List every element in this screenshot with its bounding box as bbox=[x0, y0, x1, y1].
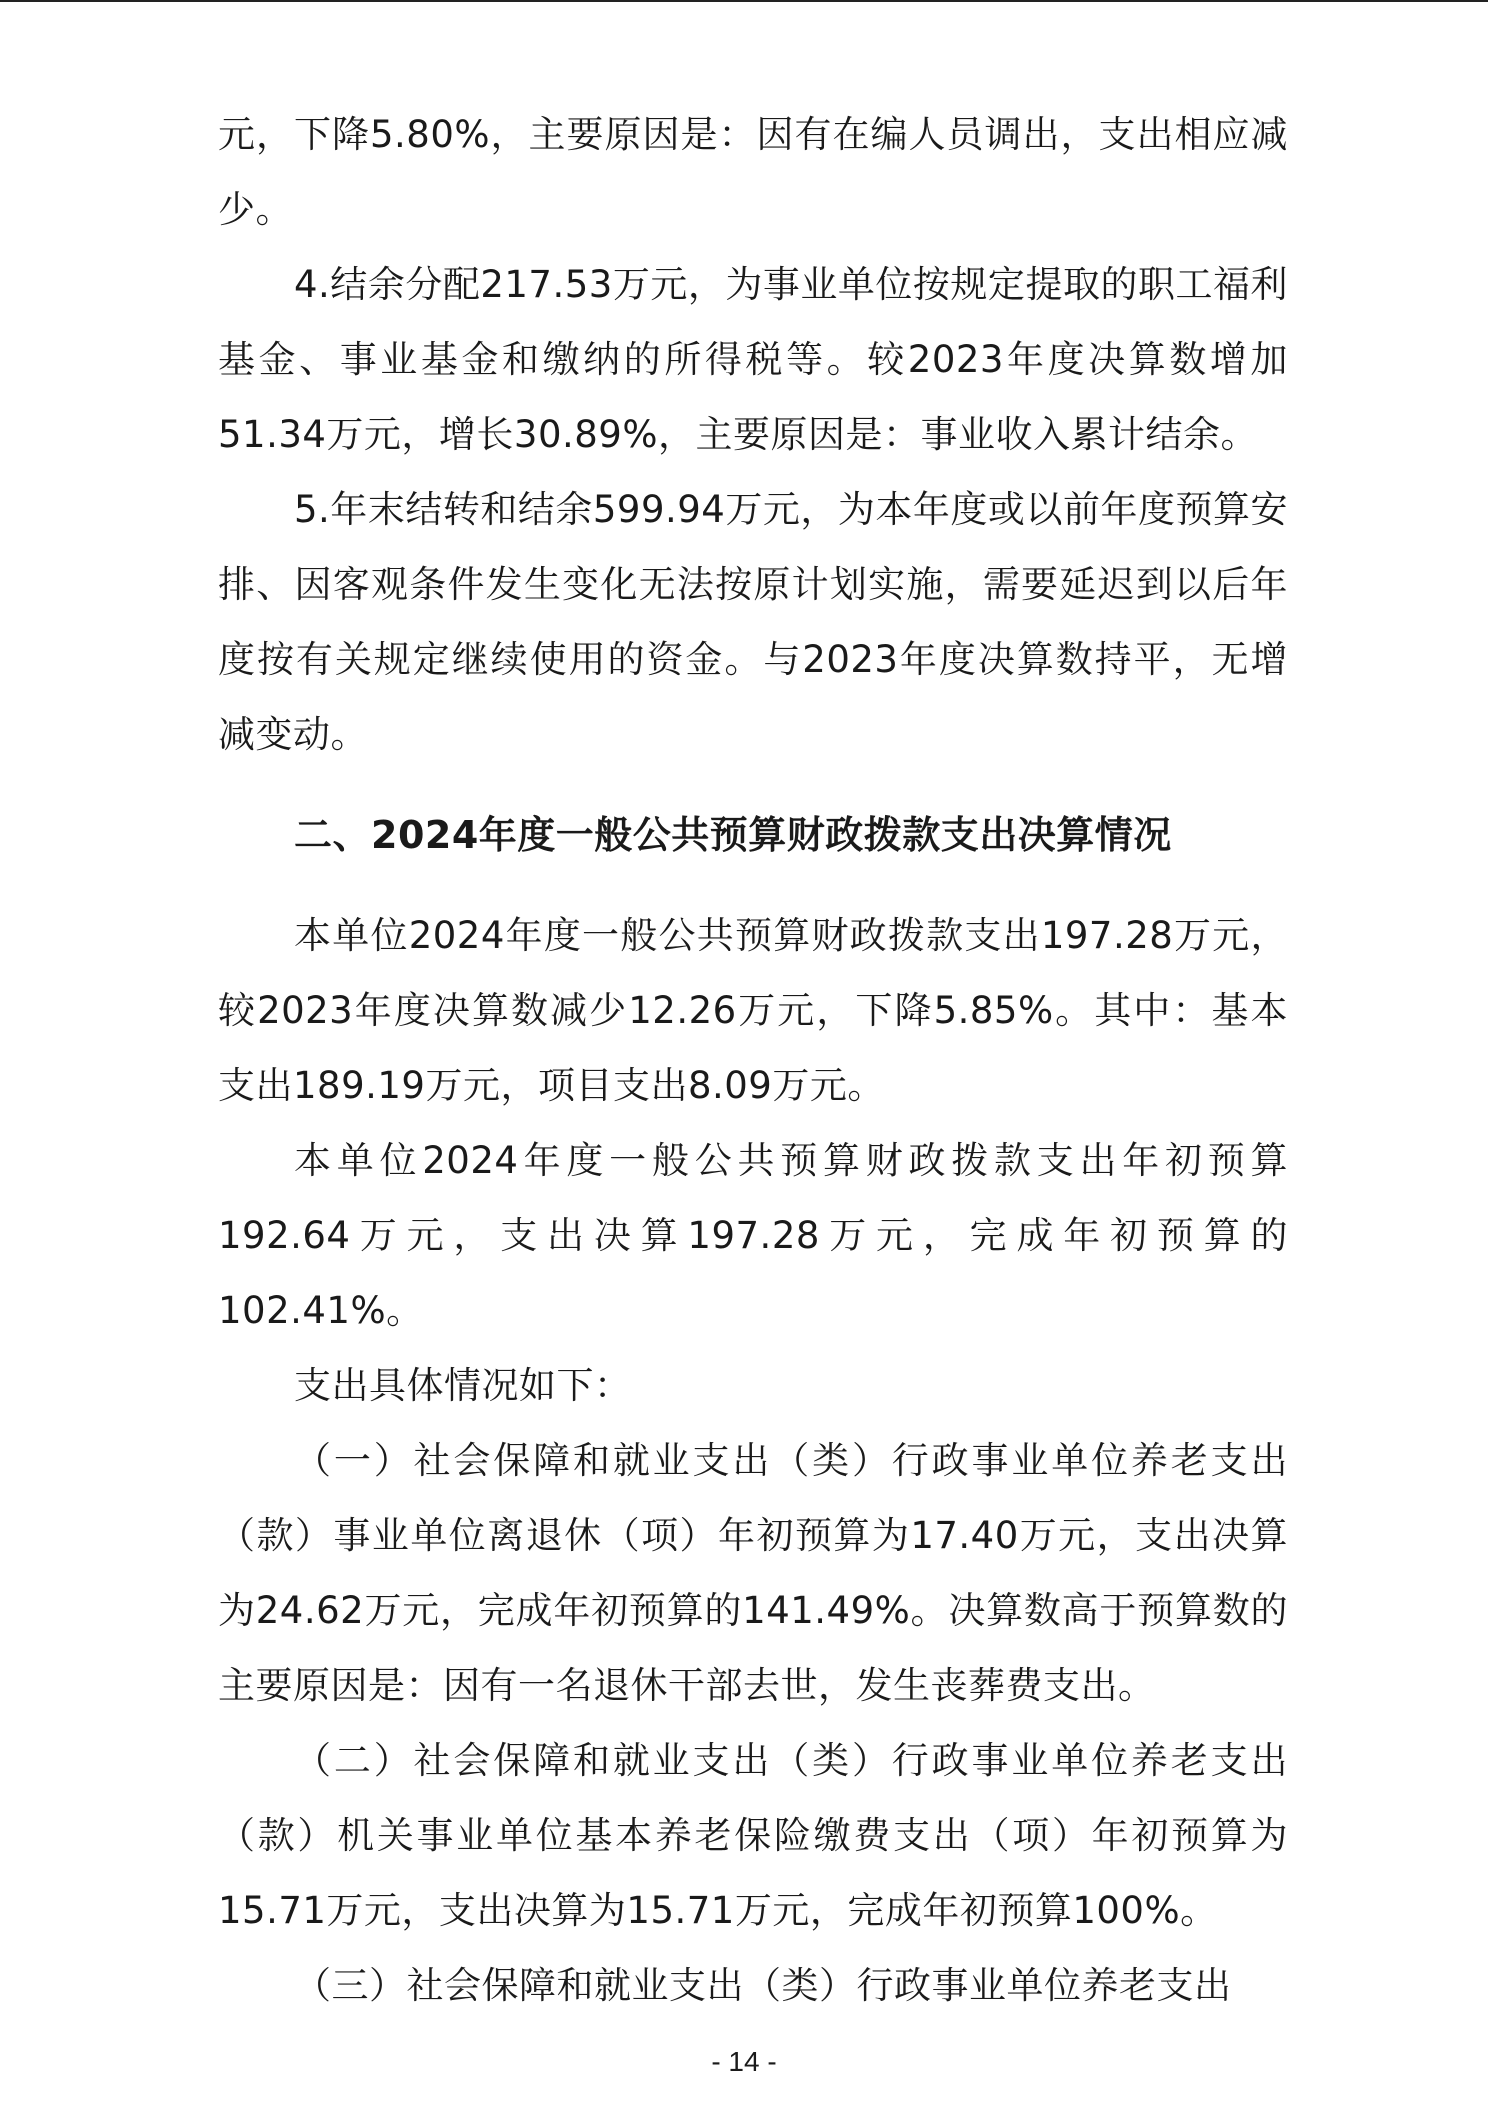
paragraph-continuation: 元，下降5.80%，主要原因是：因有在编人员调出，支出相应减少。 bbox=[218, 113, 1288, 231]
paragraph-year-end-balance: 5.年末结转和结余599.94万元，为本年度或以前年度预算安排、因客观条件发生变化无法按原计划实施，需要延迟到以后年度按有关规定继续使用的资金。与2023年度决算数持平，无增减变动。 bbox=[218, 488, 1288, 756]
paragraph-surplus-distribution: 4.结余分配217.53万元，为事业单位按规定提取的职工福利基金、事业基金和缴纳的所得税等。较2023年度决算数增加51.34万元，增长30.89%，主要原因是：事业收入累计结余。 bbox=[218, 263, 1288, 456]
paragraph-item-1: （一）社会保障和就业支出（类）行政事业单位养老支出（款）事业单位离退休（项）年初预算为17.40万元，支出决算为24.62万元，完成年初预算的141.49%。决算数高于预算数的主要原因是：因有一名退休干部去世，发生丧葬费支出。 bbox=[218, 1439, 1288, 1707]
paragraph-details-intro: 支出具体情况如下： bbox=[294, 1364, 632, 1407]
paragraph-item-2: （二）社会保障和就业支出（类）行政事业单位养老支出（款）机关事业单位基本养老保险缴费支出（项）年初预算为15.71万元，支出决算为15.71万元，完成年初预算100%。 bbox=[218, 1739, 1288, 1932]
page-number: - 14 - bbox=[711, 2046, 777, 2077]
paragraph-expenditure-total: 本单位2024年度一般公共预算财政拨款支出197.28万元，较2023年度决算数减少12.26万元，下降5.85%。其中：基本支出189.19万元，项目支出8.09万元。 bbox=[218, 914, 1288, 1107]
paragraph-budget-completion: 本单位2024年度一般公共预算财政拨款支出年初预算192.64万元，支出决算197.28万元，完成年初预算的102.41%。 bbox=[218, 1139, 1288, 1332]
page-body bbox=[218, 97, 1288, 2023]
section-heading: 二、2024年度一般公共预算财政拨款支出决算情况 bbox=[294, 813, 1172, 857]
paragraph-item-3: （三）社会保障和就业支出（类）行政事业单位养老支出 bbox=[294, 1964, 1232, 2007]
